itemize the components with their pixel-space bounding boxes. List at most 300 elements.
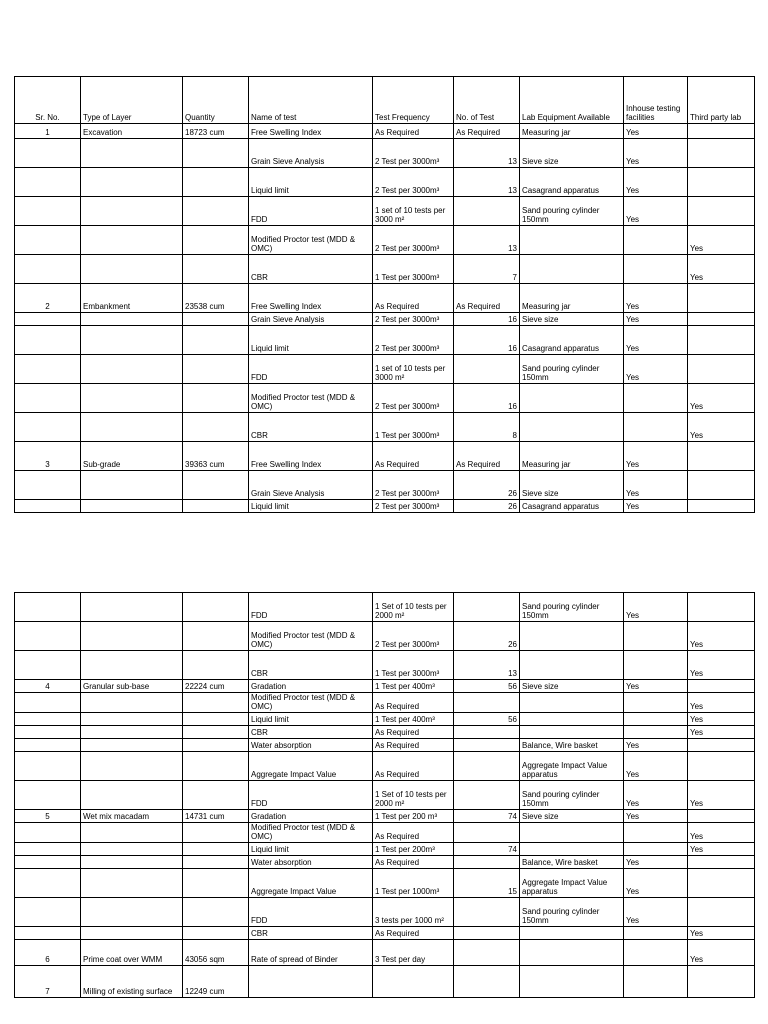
cell-no-of-test: 13: [454, 226, 520, 255]
table-row: [15, 651, 755, 680]
cell-type-of-layer: [81, 856, 183, 869]
cell-no-of-test: 74: [454, 843, 520, 856]
cell-inhouse-testing: Yes: [624, 593, 688, 622]
cell-inhouse-testing: Yes: [624, 810, 688, 823]
cell-sr-no: [15, 384, 81, 413]
test-schedule-table-1: [14, 76, 755, 513]
cell-quantity: [183, 651, 249, 680]
cell-test-frequency: As Required: [373, 823, 454, 843]
cell-name-of-test: Free Swelling Index: [249, 284, 373, 313]
cell-no-of-test: [454, 593, 520, 622]
cell-no-of-test: 74: [454, 810, 520, 823]
cell-lab-equipment: [520, 823, 624, 843]
cell-no-of-test: [454, 726, 520, 739]
cell-quantity: [183, 168, 249, 197]
cell-lab-equipment: [520, 651, 624, 680]
cell-quantity: 22224 cum: [183, 680, 249, 693]
cell-third-party-lab: Yes: [688, 927, 755, 940]
cell-quantity: [183, 593, 249, 622]
cell-name-of-test: CBR: [249, 651, 373, 680]
cell-sr-no: 1: [15, 124, 81, 139]
cell-name-of-test: Grain Sieve Analysis: [249, 313, 373, 326]
cell-lab-equipment: Sieve size: [520, 139, 624, 168]
cell-lab-equipment: Aggregate Impact Value apparatus: [520, 752, 624, 781]
cell-third-party-lab: [688, 168, 755, 197]
cell-lab-equipment: Aggregate Impact Value apparatus: [520, 869, 624, 898]
cell-lab-equipment: [520, 226, 624, 255]
cell-sr-no: [15, 856, 81, 869]
cell-quantity: [183, 384, 249, 413]
cell-inhouse-testing: Yes: [624, 197, 688, 226]
cell-third-party-lab: Yes: [688, 823, 755, 843]
cell-quantity: [183, 693, 249, 713]
cell-third-party-lab: Yes: [688, 622, 755, 651]
cell-inhouse-testing: Yes: [624, 313, 688, 326]
table-row: [15, 622, 755, 651]
table-row: [15, 843, 755, 856]
cell-quantity: 23538 cum: [183, 284, 249, 313]
table-row: [15, 856, 755, 869]
cell-test-frequency: 1 Test per 200m³: [373, 843, 454, 856]
cell-quantity: 39363 cum: [183, 442, 249, 471]
cell-name-of-test: Aggregate Impact Value: [249, 752, 373, 781]
cell-name-of-test: Liquid limit: [249, 713, 373, 726]
cell-inhouse-testing: [624, 384, 688, 413]
cell-quantity: [183, 355, 249, 384]
cell-sr-no: [15, 843, 81, 856]
cell-type-of-layer: Wet mix macadam: [81, 810, 183, 823]
cell-third-party-lab: [688, 139, 755, 168]
cell-name-of-test: Liquid limit: [249, 843, 373, 856]
cell-third-party-lab: [688, 593, 755, 622]
cell-inhouse-testing: Yes: [624, 124, 688, 139]
cell-quantity: 12249 cum: [183, 966, 249, 998]
cell-lab-equipment: [520, 384, 624, 413]
cell-sr-no: [15, 651, 81, 680]
cell-lab-equipment: Sand pouring cylinder 150mm: [520, 781, 624, 810]
cell-name-of-test: Modified Proctor test (MDD & OMC): [249, 693, 373, 713]
table-row: [15, 966, 755, 998]
cell-sr-no: [15, 781, 81, 810]
cell-no-of-test: [454, 927, 520, 940]
cell-type-of-layer: [81, 355, 183, 384]
table-row: [15, 940, 755, 966]
cell-type-of-layer: [81, 713, 183, 726]
table-row: [15, 442, 755, 471]
cell-sr-no: [15, 622, 81, 651]
cell-test-frequency: 2 Test per 3000m³: [373, 622, 454, 651]
cell-type-of-layer: [81, 500, 183, 513]
cell-test-frequency: 2 Test per 3000m³: [373, 168, 454, 197]
cell-name-of-test: [249, 966, 373, 998]
cell-quantity: [183, 713, 249, 726]
cell-test-frequency: 1 Test per 3000m³: [373, 413, 454, 442]
header-no-of-test: No. of Test: [454, 77, 520, 124]
table-row: [15, 139, 755, 168]
cell-quantity: [183, 313, 249, 326]
cell-sr-no: [15, 898, 81, 927]
table-row: [15, 593, 755, 622]
cell-lab-equipment: [520, 622, 624, 651]
cell-no-of-test: [454, 197, 520, 226]
cell-inhouse-testing: [624, 226, 688, 255]
cell-sr-no: [15, 823, 81, 843]
cell-lab-equipment: Sand pouring cylinder 150mm: [520, 355, 624, 384]
cell-test-frequency: As Required: [373, 927, 454, 940]
cell-quantity: [183, 726, 249, 739]
cell-no-of-test: [454, 693, 520, 713]
cell-type-of-layer: [81, 139, 183, 168]
cell-inhouse-testing: [624, 693, 688, 713]
cell-name-of-test: Water absorption: [249, 856, 373, 869]
table-row: [15, 726, 755, 739]
cell-type-of-layer: Granular sub-base: [81, 680, 183, 693]
cell-name-of-test: Aggregate Impact Value: [249, 869, 373, 898]
cell-test-frequency: As Required: [373, 693, 454, 713]
table-row: [15, 680, 755, 693]
table-row: [15, 284, 755, 313]
table-row: [15, 869, 755, 898]
cell-test-frequency: 2 Test per 3000m³: [373, 326, 454, 355]
cell-inhouse-testing: [624, 255, 688, 284]
header-test-frequency: Test Frequency: [373, 77, 454, 124]
cell-name-of-test: CBR: [249, 927, 373, 940]
cell-lab-equipment: [520, 713, 624, 726]
cell-lab-equipment: Sand pouring cylinder 150mm: [520, 898, 624, 927]
cell-lab-equipment: Casagrand apparatus: [520, 500, 624, 513]
cell-third-party-lab: Yes: [688, 940, 755, 966]
cell-sr-no: [15, 139, 81, 168]
cell-lab-equipment: [520, 966, 624, 998]
cell-third-party-lab: [688, 752, 755, 781]
cell-test-frequency: 1 set of 10 tests per 3000 m²: [373, 355, 454, 384]
cell-quantity: [183, 752, 249, 781]
cell-third-party-lab: [688, 471, 755, 500]
cell-name-of-test: FDD: [249, 898, 373, 927]
cell-third-party-lab: Yes: [688, 413, 755, 442]
header-quantity: Quantity: [183, 77, 249, 124]
cell-no-of-test: 56: [454, 680, 520, 693]
cell-name-of-test: CBR: [249, 413, 373, 442]
cell-lab-equipment: Sieve size: [520, 471, 624, 500]
table-row: [15, 898, 755, 927]
cell-name-of-test: CBR: [249, 255, 373, 284]
cell-lab-equipment: [520, 927, 624, 940]
cell-quantity: [183, 500, 249, 513]
cell-third-party-lab: Yes: [688, 651, 755, 680]
cell-lab-equipment: Sieve size: [520, 313, 624, 326]
cell-test-frequency: 3 tests per 1000 m²: [373, 898, 454, 927]
cell-inhouse-testing: [624, 726, 688, 739]
cell-test-frequency: 1 Set of 10 tests per 2000 m²: [373, 781, 454, 810]
cell-third-party-lab: [688, 869, 755, 898]
cell-no-of-test: 26: [454, 622, 520, 651]
cell-no-of-test: 13: [454, 139, 520, 168]
header-name-of-test: Name of test: [249, 77, 373, 124]
cell-type-of-layer: [81, 413, 183, 442]
cell-name-of-test: Water absorption: [249, 739, 373, 752]
cell-name-of-test: Liquid limit: [249, 168, 373, 197]
cell-type-of-layer: Milling of existing surface: [81, 966, 183, 998]
cell-test-frequency: 1 set of 10 tests per 3000 m²: [373, 197, 454, 226]
cell-inhouse-testing: [624, 843, 688, 856]
header-lab-equipment: Lab Equipment Available: [520, 77, 624, 124]
cell-third-party-lab: Yes: [688, 255, 755, 284]
cell-inhouse-testing: Yes: [624, 869, 688, 898]
cell-type-of-layer: [81, 869, 183, 898]
cell-sr-no: 6: [15, 940, 81, 966]
cell-name-of-test: Modified Proctor test (MDD & OMC): [249, 384, 373, 413]
cell-name-of-test: Free Swelling Index: [249, 124, 373, 139]
cell-sr-no: 4: [15, 680, 81, 693]
cell-third-party-lab: [688, 124, 755, 139]
cell-inhouse-testing: Yes: [624, 781, 688, 810]
cell-no-of-test: [454, 355, 520, 384]
cell-inhouse-testing: [624, 966, 688, 998]
cell-third-party-lab: [688, 326, 755, 355]
cell-sr-no: 2: [15, 284, 81, 313]
table-row: [15, 124, 755, 139]
table-row: [15, 384, 755, 413]
table-header-row: [15, 77, 755, 124]
cell-third-party-lab: Yes: [688, 226, 755, 255]
cell-lab-equipment: Balance, Wire basket: [520, 739, 624, 752]
cell-no-of-test: 8: [454, 413, 520, 442]
cell-quantity: [183, 869, 249, 898]
cell-sr-no: [15, 326, 81, 355]
cell-sr-no: [15, 355, 81, 384]
table-row: [15, 823, 755, 843]
cell-test-frequency: 3 Test per day: [373, 940, 454, 966]
cell-no-of-test: [454, 856, 520, 869]
cell-inhouse-testing: Yes: [624, 471, 688, 500]
header-inhouse-testing: Inhouse testing facilities: [624, 77, 688, 124]
cell-no-of-test: As Required: [454, 442, 520, 471]
cell-sr-no: [15, 413, 81, 442]
table-row: [15, 355, 755, 384]
cell-type-of-layer: Prime coat over WMM: [81, 940, 183, 966]
cell-test-frequency: As Required: [373, 856, 454, 869]
cell-test-frequency: 2 Test per 3000m³: [373, 139, 454, 168]
cell-test-frequency: 2 Test per 3000m³: [373, 226, 454, 255]
cell-no-of-test: [454, 752, 520, 781]
cell-quantity: [183, 226, 249, 255]
cell-inhouse-testing: Yes: [624, 442, 688, 471]
cell-third-party-lab: [688, 898, 755, 927]
cell-no-of-test: As Required: [454, 284, 520, 313]
cell-sr-no: 7: [15, 966, 81, 998]
cell-test-frequency: 1 Test per 1000m³: [373, 869, 454, 898]
cell-inhouse-testing: Yes: [624, 168, 688, 197]
cell-inhouse-testing: Yes: [624, 739, 688, 752]
cell-no-of-test: [454, 739, 520, 752]
cell-sr-no: [15, 693, 81, 713]
table-row: [15, 413, 755, 442]
cell-third-party-lab: Yes: [688, 384, 755, 413]
cell-name-of-test: Modified Proctor test (MDD & OMC): [249, 226, 373, 255]
cell-name-of-test: FDD: [249, 197, 373, 226]
cell-type-of-layer: [81, 622, 183, 651]
cell-inhouse-testing: [624, 823, 688, 843]
cell-name-of-test: Liquid limit: [249, 326, 373, 355]
cell-test-frequency: As Required: [373, 284, 454, 313]
cell-name-of-test: FDD: [249, 593, 373, 622]
cell-third-party-lab: Yes: [688, 726, 755, 739]
cell-third-party-lab: [688, 442, 755, 471]
cell-quantity: [183, 781, 249, 810]
cell-third-party-lab: Yes: [688, 693, 755, 713]
cell-third-party-lab: [688, 739, 755, 752]
cell-lab-equipment: Sieve size: [520, 810, 624, 823]
cell-name-of-test: Liquid limit: [249, 500, 373, 513]
cell-name-of-test: Modified Proctor test (MDD & OMC): [249, 622, 373, 651]
table-row: [15, 810, 755, 823]
cell-quantity: [183, 413, 249, 442]
table-row: [15, 739, 755, 752]
cell-test-frequency: As Required: [373, 124, 454, 139]
cell-quantity: [183, 856, 249, 869]
cell-sr-no: [15, 197, 81, 226]
cell-sr-no: [15, 168, 81, 197]
cell-quantity: [183, 898, 249, 927]
cell-lab-equipment: [520, 843, 624, 856]
cell-test-frequency: As Required: [373, 752, 454, 781]
cell-third-party-lab: [688, 680, 755, 693]
test-schedule-table-2: [14, 592, 755, 998]
cell-type-of-layer: [81, 384, 183, 413]
cell-quantity: [183, 255, 249, 284]
cell-lab-equipment: [520, 940, 624, 966]
cell-sr-no: [15, 726, 81, 739]
cell-type-of-layer: [81, 823, 183, 843]
cell-third-party-lab: [688, 500, 755, 513]
cell-no-of-test: 26: [454, 500, 520, 513]
cell-lab-equipment: Measuring jar: [520, 124, 624, 139]
table-row: [15, 226, 755, 255]
cell-type-of-layer: [81, 255, 183, 284]
cell-name-of-test: FDD: [249, 781, 373, 810]
cell-third-party-lab: [688, 355, 755, 384]
cell-sr-no: [15, 226, 81, 255]
table-row: [15, 168, 755, 197]
cell-name-of-test: Gradation: [249, 680, 373, 693]
cell-no-of-test: [454, 966, 520, 998]
table-row: [15, 781, 755, 810]
cell-type-of-layer: [81, 593, 183, 622]
cell-no-of-test: [454, 781, 520, 810]
cell-type-of-layer: [81, 471, 183, 500]
cell-sr-no: [15, 471, 81, 500]
cell-test-frequency: 1 Set of 10 tests per 2000 m²: [373, 593, 454, 622]
cell-third-party-lab: [688, 856, 755, 869]
cell-no-of-test: 16: [454, 384, 520, 413]
cell-type-of-layer: Excavation: [81, 124, 183, 139]
cell-no-of-test: 26: [454, 471, 520, 500]
cell-sr-no: [15, 739, 81, 752]
header-sr-no: Sr. No.: [15, 77, 81, 124]
cell-type-of-layer: [81, 927, 183, 940]
cell-inhouse-testing: [624, 927, 688, 940]
cell-sr-no: [15, 713, 81, 726]
cell-inhouse-testing: [624, 940, 688, 966]
cell-no-of-test: 13: [454, 168, 520, 197]
cell-lab-equipment: Casagrand apparatus: [520, 168, 624, 197]
cell-quantity: [183, 197, 249, 226]
cell-quantity: [183, 927, 249, 940]
table-row: [15, 197, 755, 226]
cell-third-party-lab: [688, 810, 755, 823]
cell-inhouse-testing: Yes: [624, 139, 688, 168]
cell-sr-no: [15, 500, 81, 513]
cell-sr-no: [15, 927, 81, 940]
cell-no-of-test: 16: [454, 326, 520, 355]
cell-inhouse-testing: [624, 713, 688, 726]
cell-third-party-lab: Yes: [688, 843, 755, 856]
cell-no-of-test: 13: [454, 651, 520, 680]
cell-lab-equipment: Sand pouring cylinder 150mm: [520, 197, 624, 226]
cell-sr-no: [15, 752, 81, 781]
table-row: [15, 693, 755, 713]
cell-name-of-test: FDD: [249, 355, 373, 384]
cell-lab-equipment: Balance, Wire basket: [520, 856, 624, 869]
cell-quantity: 18723 cum: [183, 124, 249, 139]
cell-inhouse-testing: [624, 622, 688, 651]
cell-third-party-lab: [688, 313, 755, 326]
cell-name-of-test: Modified Proctor test (MDD & OMC): [249, 823, 373, 843]
cell-lab-equipment: Measuring jar: [520, 284, 624, 313]
cell-type-of-layer: [81, 313, 183, 326]
cell-type-of-layer: [81, 226, 183, 255]
cell-type-of-layer: [81, 651, 183, 680]
cell-name-of-test: CBR: [249, 726, 373, 739]
cell-test-frequency: 2 Test per 3000m³: [373, 313, 454, 326]
cell-third-party-lab: [688, 966, 755, 998]
cell-no-of-test: [454, 823, 520, 843]
table-row: [15, 471, 755, 500]
cell-type-of-layer: [81, 752, 183, 781]
cell-name-of-test: Grain Sieve Analysis: [249, 139, 373, 168]
cell-sr-no: [15, 313, 81, 326]
cell-sr-no: [15, 593, 81, 622]
cell-test-frequency: 1 Test per 400m³: [373, 713, 454, 726]
cell-type-of-layer: [81, 726, 183, 739]
cell-inhouse-testing: Yes: [624, 680, 688, 693]
cell-type-of-layer: [81, 843, 183, 856]
cell-sr-no: [15, 255, 81, 284]
cell-type-of-layer: [81, 326, 183, 355]
cell-test-frequency: As Required: [373, 726, 454, 739]
cell-test-frequency: 2 Test per 3000m³: [373, 500, 454, 513]
table-row: [15, 313, 755, 326]
header-third-party-lab: Third party lab: [688, 77, 755, 124]
header-type-of-layer: Type of Layer: [81, 77, 183, 124]
cell-sr-no: [15, 869, 81, 898]
cell-no-of-test: 15: [454, 869, 520, 898]
cell-no-of-test: As Required: [454, 124, 520, 139]
cell-name-of-test: Free Swelling Index: [249, 442, 373, 471]
cell-inhouse-testing: Yes: [624, 500, 688, 513]
cell-no-of-test: 7: [454, 255, 520, 284]
table-row: [15, 927, 755, 940]
cell-quantity: [183, 739, 249, 752]
cell-type-of-layer: [81, 781, 183, 810]
cell-name-of-test: Gradation: [249, 810, 373, 823]
table-row: [15, 500, 755, 513]
cell-third-party-lab: [688, 284, 755, 313]
cell-quantity: [183, 622, 249, 651]
cell-third-party-lab: Yes: [688, 781, 755, 810]
cell-lab-equipment: [520, 255, 624, 284]
